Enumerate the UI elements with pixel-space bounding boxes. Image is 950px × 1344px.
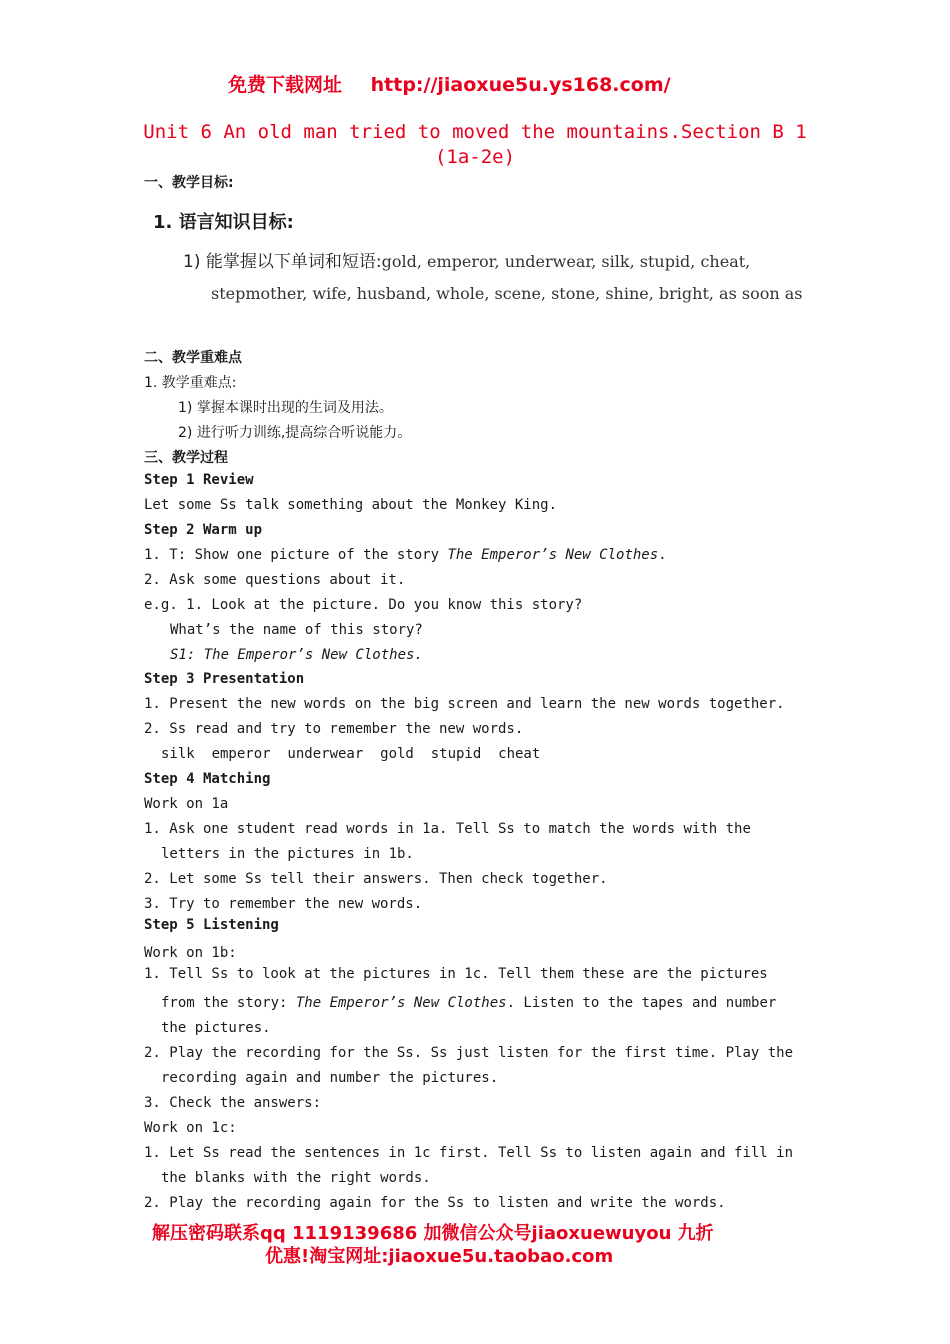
step-2-line-4: What’s the name of this story?: [170, 622, 423, 638]
story-title: The Emperor’s New Clothes: [447, 547, 659, 563]
step-2-line-1-text: 1. T: Show one picture of the story: [144, 547, 448, 563]
step-5-line-3: [161, 995, 776, 1011]
language-goal-heading: 1. 语言知识目标:: [153, 212, 294, 233]
vocab-line-1: [183, 247, 750, 272]
step-3-word-list: silk emperor underwear gold stupid cheat: [161, 746, 541, 762]
step-3-title: Step 3 Presentation: [144, 671, 305, 687]
step-5-line-7: 3. Check the answers:: [144, 1095, 322, 1111]
footer-shop: 优惠!淘宝网址:jiaoxue5u.taobao.com: [265, 1246, 614, 1267]
lesson-title: Unit 6 An old man tried to moved the mountains.Section B 1: [143, 121, 807, 143]
story-title-2: The Emperor’s New Clothes: [295, 995, 507, 1011]
step-5-line-3-text: from the story:: [161, 995, 296, 1011]
step-1-title: Step 1 Review: [144, 472, 254, 488]
header-download: [228, 70, 671, 97]
step-5-line-9: 1. Let Ss read the sentences in 1c first. Tell Ss to listen again and fill in: [144, 1145, 794, 1161]
step-1-line-1: Let some Ss talk something about the Monkey King.: [144, 497, 558, 513]
section-goals: 一、教学目标:: [144, 175, 234, 191]
section-process: 三、教学过程: [144, 450, 228, 466]
key-point-1: 1. 教学重难点:: [144, 375, 237, 391]
step-3-line-1: 1. Present the new words on the big screen and learn the new words together.: [144, 696, 785, 712]
step-4-title: Step 4 Matching: [144, 771, 271, 787]
step-2-line-1: [144, 547, 667, 563]
step-2-title: Step 2 Warm up: [144, 522, 263, 538]
step-5-line-1: Work on 1b:: [144, 945, 237, 961]
step-4-line-2: 1. Ask one student read words in 1a. Tell Ss to match the words with the: [144, 821, 751, 837]
step-2-line-2: 2. Ask some questions about it.: [144, 572, 406, 588]
step-5-line-10: the blanks with the right words.: [161, 1170, 431, 1186]
key-point-1-1: 1) 掌握本课时出现的生词及用法。: [178, 400, 393, 416]
vocab-words-1: gold, emperor, underwear, silk, stupid, cheat,: [381, 252, 751, 271]
header-url[interactable]: http://jiaoxue5u.ys168.com/: [370, 74, 671, 96]
section-key-points: 二、教学重难点: [144, 350, 242, 366]
step-4-line-3: letters in the pictures in 1b.: [161, 846, 414, 862]
step-5-line-6: recording again and number the pictures.: [161, 1070, 499, 1086]
step-2-line-5: S1: The Emperor’s New Clothes.: [170, 647, 423, 663]
step-2-line-1-end: .: [658, 547, 667, 563]
step-5-title: Step 5 Listening: [144, 917, 279, 933]
footer-contact: 解压密码联系qq 1119139686 加微信公众号jiaoxuewuyou 九折: [152, 1223, 714, 1244]
step-5-line-5: 2. Play the recording for the Ss. Ss just listen for the first time. Play the: [144, 1045, 794, 1061]
key-point-1-2: 2) 进行听力训练,提高综合听说能力。: [178, 425, 412, 441]
step-5-line-4: the pictures.: [161, 1020, 271, 1036]
step-4-line-4: 2. Let some Ss tell their answers. Then check together.: [144, 871, 608, 887]
step-4-line-1: Work on 1a: [144, 796, 229, 812]
step-5-line-3-end: . Listen to the tapes and number: [506, 995, 777, 1011]
header-label: 免费下载网址: [228, 74, 343, 96]
step-4-line-5: 3. Try to remember the new words.: [144, 896, 423, 912]
vocab-intro: 1) 能掌握以下单词和短语:: [183, 252, 382, 272]
step-5-line-2: 1. Tell Ss to look at the pictures in 1c. Tell them these are the pictures: [144, 966, 768, 982]
step-2-line-3: e.g. 1. Look at the picture. Do you know this story?: [144, 597, 583, 613]
lesson-title-sub: (1a-2e): [434, 146, 516, 168]
step-5-line-11: 2. Play the recording again for the Ss to listen and write the words.: [144, 1195, 726, 1211]
step-5-line-8: Work on 1c:: [144, 1120, 237, 1136]
vocab-line-2: stepmother, wife, husband, whole, scene, stone, shine, bright, as soon as: [211, 284, 803, 303]
step-3-line-2: 2. Ss read and try to remember the new words.: [144, 721, 524, 737]
